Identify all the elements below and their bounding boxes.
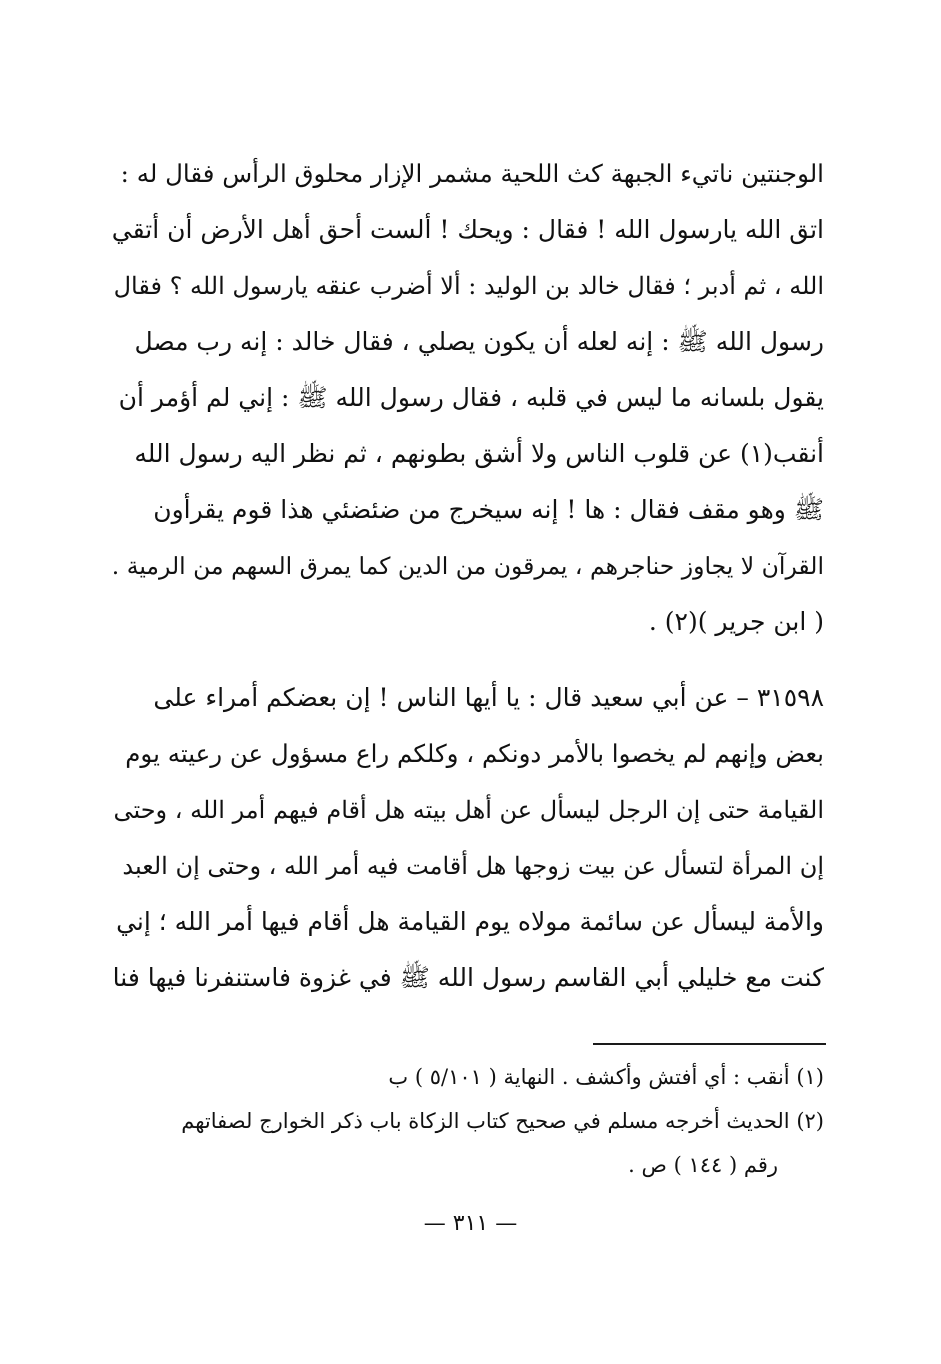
text-line: يقول بلسانه ما ليس في قلبه ، فقال رسول الله ﷺ : إني لم أؤمر أن xyxy=(118,383,824,412)
text-line: كنت مع خليلي أبي القاسم رسول الله ﷺ في غزوة فاستنفرنا فيها فنا xyxy=(112,963,824,992)
source-citation: ( ابن جرير )(٢) . xyxy=(648,607,824,636)
text-line: القرآن لا يجاوز حناجرهم ، يمرقون من الدين كما يمرق السهم من الرمية . xyxy=(112,552,824,580)
text-line: رسول الله ﷺ : إنه لعله أن يكون يصلي ، فقال خالد : إنه رب مصل xyxy=(134,327,824,356)
hadith-paragraph-2 xyxy=(112,670,824,1006)
text-line: إن المرأة لتسأل عن بيت زوجها هل أقامت فيه أمر الله ، وحتى إن العبد xyxy=(122,852,824,880)
text-line: والأمة ليسأل عن سائمة مولاه يوم القيامة هل أقام فيها أمر الله ؛ إني xyxy=(116,907,824,936)
footnote-divider xyxy=(593,1043,826,1045)
footnote-1: (١) أنقب : أي أفتش وأكشف . النهاية ( ٥/١٠١ ) ب xyxy=(388,1065,824,1089)
text-line: أنقب(١) عن قلوب الناس ولا أشق بطونهم ، ثم نظر اليه رسول الله xyxy=(134,439,824,468)
text-line: الوجنتين ناتيء الجبهة كث اللحية مشمر الإزار محلوق الرأس فقال له : xyxy=(120,159,824,188)
text-line: ﷺ وهو مقف فقال : ها ! إنه سيخرج من ضئضئي هذا قوم يقرأون xyxy=(153,495,824,524)
footnotes xyxy=(112,1055,824,1187)
text-line: بعض وإنهم لم يخصوا بالأمر دونكم ، وكلكم راع مسؤول عن رعيته يوم xyxy=(125,739,824,768)
text-line: الله ، ثم أدبر ؛ فقال خالد بن الوليد : ألا أضرب عنقه يارسول الله ؟ فقال xyxy=(113,272,824,300)
text-line: ٣١٥٩٨ – عن أبي سعيد قال : يا أيها الناس ! إن بعضكم أمراء على xyxy=(153,683,824,712)
text-line: اتق الله يارسول الله ! فقال : ويحك ! ألست أحق أهل الأرض أن أتقي xyxy=(112,215,824,244)
hadith-paragraph-1 xyxy=(112,146,824,650)
page-number: — ٣١١ — xyxy=(423,1211,518,1236)
text-line: القيامة حتى إن الرجل ليسأل عن أهل بيته هل أقام فيهم أمر الله ، وحتى xyxy=(113,796,824,824)
footnote-2-continuation: رقم ( ١٤٤ ) ص . xyxy=(628,1153,778,1177)
footnote-2: (٢) الحديث أخرجه مسلم في صحيح كتاب الزكاة باب ذكر الخوارج لصفاتهم xyxy=(181,1109,824,1133)
